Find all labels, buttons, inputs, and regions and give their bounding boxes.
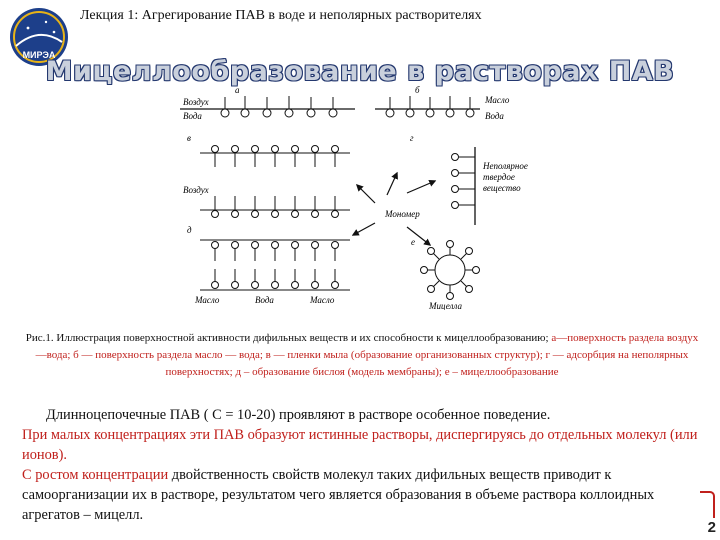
body-text bbox=[22, 405, 707, 525]
label-water-1: Вода bbox=[183, 111, 202, 121]
corner-bracket-icon bbox=[698, 490, 716, 520]
label-monomer: Мономер bbox=[385, 209, 420, 219]
caption-de: д – образование бислоя (модель мембраны); е – мицеллообразование bbox=[235, 366, 559, 378]
label-micelle: Мицелла bbox=[429, 301, 462, 310]
label-oil-1: Масло bbox=[485, 95, 510, 105]
paragraph-3 bbox=[22, 465, 707, 525]
caption-g: г — адсорбция на неполярных поверхностях; bbox=[165, 349, 689, 378]
logo-text: МИРЭА bbox=[22, 50, 56, 60]
caption-b: б — поверхность раздела масло — вода; bbox=[73, 349, 263, 361]
label-e: е bbox=[411, 237, 415, 247]
paragraph-1: Длинноцепочечные ПАВ ( С = 10-20) проявляют в растворе особенное поведение. bbox=[46, 407, 551, 423]
label-water-3: Вода bbox=[255, 295, 274, 305]
label-air-2: Воздух bbox=[183, 185, 209, 195]
label-d: д bbox=[187, 225, 192, 235]
label-g: г bbox=[410, 133, 414, 143]
label-nonpolar-3: вещество bbox=[483, 183, 521, 193]
caption-v: в — пленки мыла (образование организованных структур); bbox=[265, 349, 543, 361]
label-oil-3: Масло bbox=[310, 295, 335, 305]
label-water-2: Вода bbox=[485, 111, 504, 121]
caption-lead: Рис.1. Иллюстрация поверхностной активности дифильных веществ и их способности к мицеллообразованию; bbox=[25, 332, 549, 344]
label-b: б bbox=[415, 85, 420, 95]
label-oil-2: Масло bbox=[195, 295, 220, 305]
figure-caption bbox=[22, 330, 702, 381]
label-nonpolar-2: твердое bbox=[483, 172, 515, 182]
lecture-title: Лекция 1: Агрегирование ПАВ в воде и неполярных растворителях bbox=[80, 8, 482, 23]
label-air-1: Воздух bbox=[183, 97, 209, 107]
label-v: в bbox=[187, 133, 191, 143]
slide-number: 2 bbox=[707, 519, 716, 536]
micelle-diagram bbox=[175, 85, 555, 310]
label-a: а bbox=[235, 85, 240, 95]
label-nonpolar-1: Неполярное bbox=[483, 161, 528, 171]
paragraph-3-lead: С ростом концентрации bbox=[22, 467, 169, 483]
page-title: Мицеллообразование в растворах ПАВ bbox=[45, 56, 675, 87]
paragraph-2: При малых концентрациях эти ПАВ образуют истинные растворы, диспергируясь до отдельных молекул (или ионов). bbox=[22, 427, 698, 463]
caption-a: а—поверхность раздела воздух—вода; bbox=[35, 332, 699, 361]
paragraph-3-rest: двойственность свойств молекул таких дифильных веществ приводит к самоорганизации их в растворе, результатом чего является образования в объеме раствора коллоидных агрегатов – мицелл. bbox=[22, 467, 655, 523]
